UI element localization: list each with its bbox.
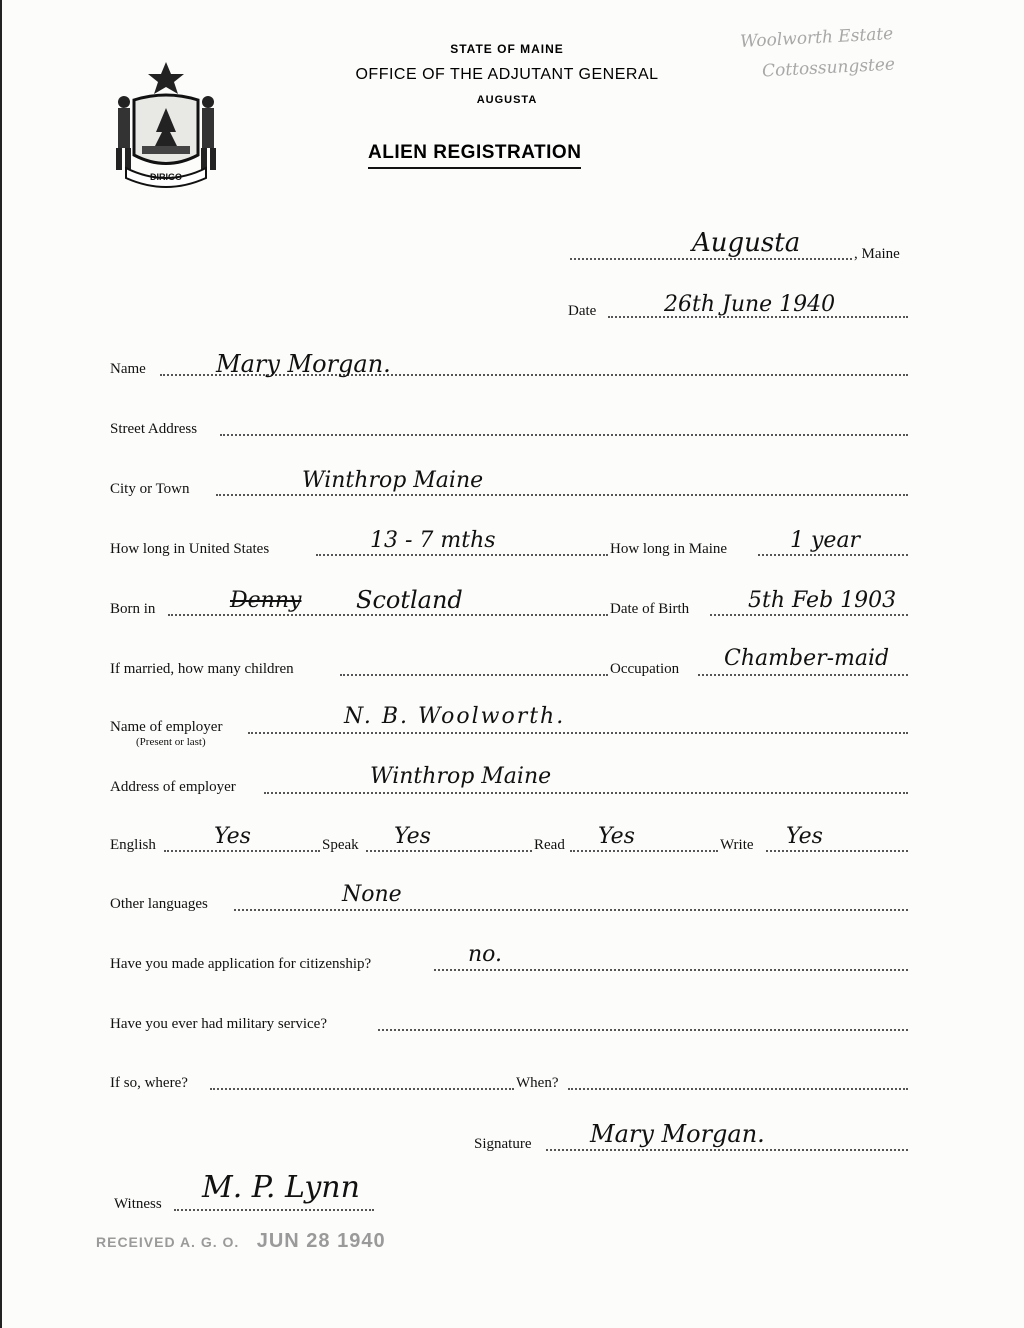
city-value: Winthrop Maine [302,468,484,493]
name-value: Mary Morgan. [216,350,391,378]
read-label: Read [534,837,565,853]
born-in-struck-value: Denny [230,588,302,613]
dob-value: 5th Feb 1903 [748,588,897,613]
employer-address-value: Winthrop Maine [370,764,552,789]
state-heading: STATE OF MAINE [450,42,564,56]
city-line [216,494,908,496]
english-line [164,850,320,852]
other-languages-value: None [342,882,402,907]
street-address-label: Street Address [110,421,198,437]
signature-line [546,1149,908,1151]
employer-value: N. B. Woolworth. [344,704,566,729]
where-line [210,1088,514,1090]
received-stamp [96,1230,386,1253]
read-line [570,850,718,852]
received-stamp-date: JUN 28 1940 [256,1230,386,1252]
speak-line [366,850,532,852]
other-languages-line [234,909,908,911]
how-long-us-line [316,554,608,556]
employer-line [248,732,908,734]
born-in-value: Scotland [356,586,463,614]
born-in-line [168,614,608,616]
children-line [340,674,608,676]
witness-line [174,1209,374,1211]
place-suffix: , Maine [854,246,900,262]
city-label: City or Town [110,481,190,497]
dob-label: Date of Birth [610,601,690,617]
place-line [570,258,852,260]
write-line [766,850,908,852]
born-in-label: Born in [110,601,156,617]
citizenship-value: no. [468,942,503,967]
when-label: When? [516,1075,559,1091]
military-label: Have you ever had military service? [110,1016,327,1032]
signature-label: Signature [474,1136,532,1152]
speak-label: Speak [322,837,359,853]
employer-address-line [264,792,908,794]
speak-value: Yes [394,824,431,849]
employer-address-label: Address of employer [110,779,236,795]
place-value: Augusta [692,228,801,258]
occupation-line [698,674,908,676]
signature-value: Mary Morgan. [590,1120,765,1148]
how-long-us-value: 13 - 7 mths [370,528,496,553]
date-label: Date [568,303,597,319]
english-value: Yes [214,824,251,849]
dob-line [710,614,908,616]
children-label: If married, how many children [110,661,294,677]
how-long-maine-label: How long in Maine [610,541,728,557]
date-value: 26th June 1940 [664,292,836,317]
citizenship-line [434,969,908,971]
occupation-value: Chamber-maid [724,646,890,671]
form-title: ALIEN REGISTRATION [368,142,581,169]
employer-sublabel: (Present or last) [136,736,206,748]
employer-label: Name of employer [110,719,223,735]
when-line [568,1088,908,1090]
how-long-maine-line [758,554,908,556]
citizenship-label: Have you made application for citizenship? [110,956,372,972]
where-label: If so, where? [110,1075,188,1091]
name-label: Name [110,361,146,377]
other-languages-label: Other languages [110,896,208,912]
received-stamp-label: RECEIVED A. G. O. [96,1234,240,1250]
how-long-us-label: How long in United States [110,541,270,557]
english-label: English [110,837,156,853]
city-heading: AUGUSTA [476,94,538,106]
occupation-label: Occupation [610,661,680,677]
how-long-maine-value: 1 year [790,528,861,553]
seal-motto: DIRIGO [149,172,183,182]
write-label: Write [720,837,754,853]
military-line [378,1029,908,1031]
pencil-note-line-1: Woolworth Estate [739,24,894,52]
write-value: Yes [786,824,823,849]
witness-value: M. P. Lynn [202,1170,360,1205]
pencil-note-line-2: Cottossungstee [761,54,896,82]
street-address-line [220,434,908,436]
read-value: Yes [598,824,635,849]
office-heading: OFFICE OF THE ADJUTANT GENERAL [355,66,659,83]
witness-label: Witness [114,1196,162,1212]
